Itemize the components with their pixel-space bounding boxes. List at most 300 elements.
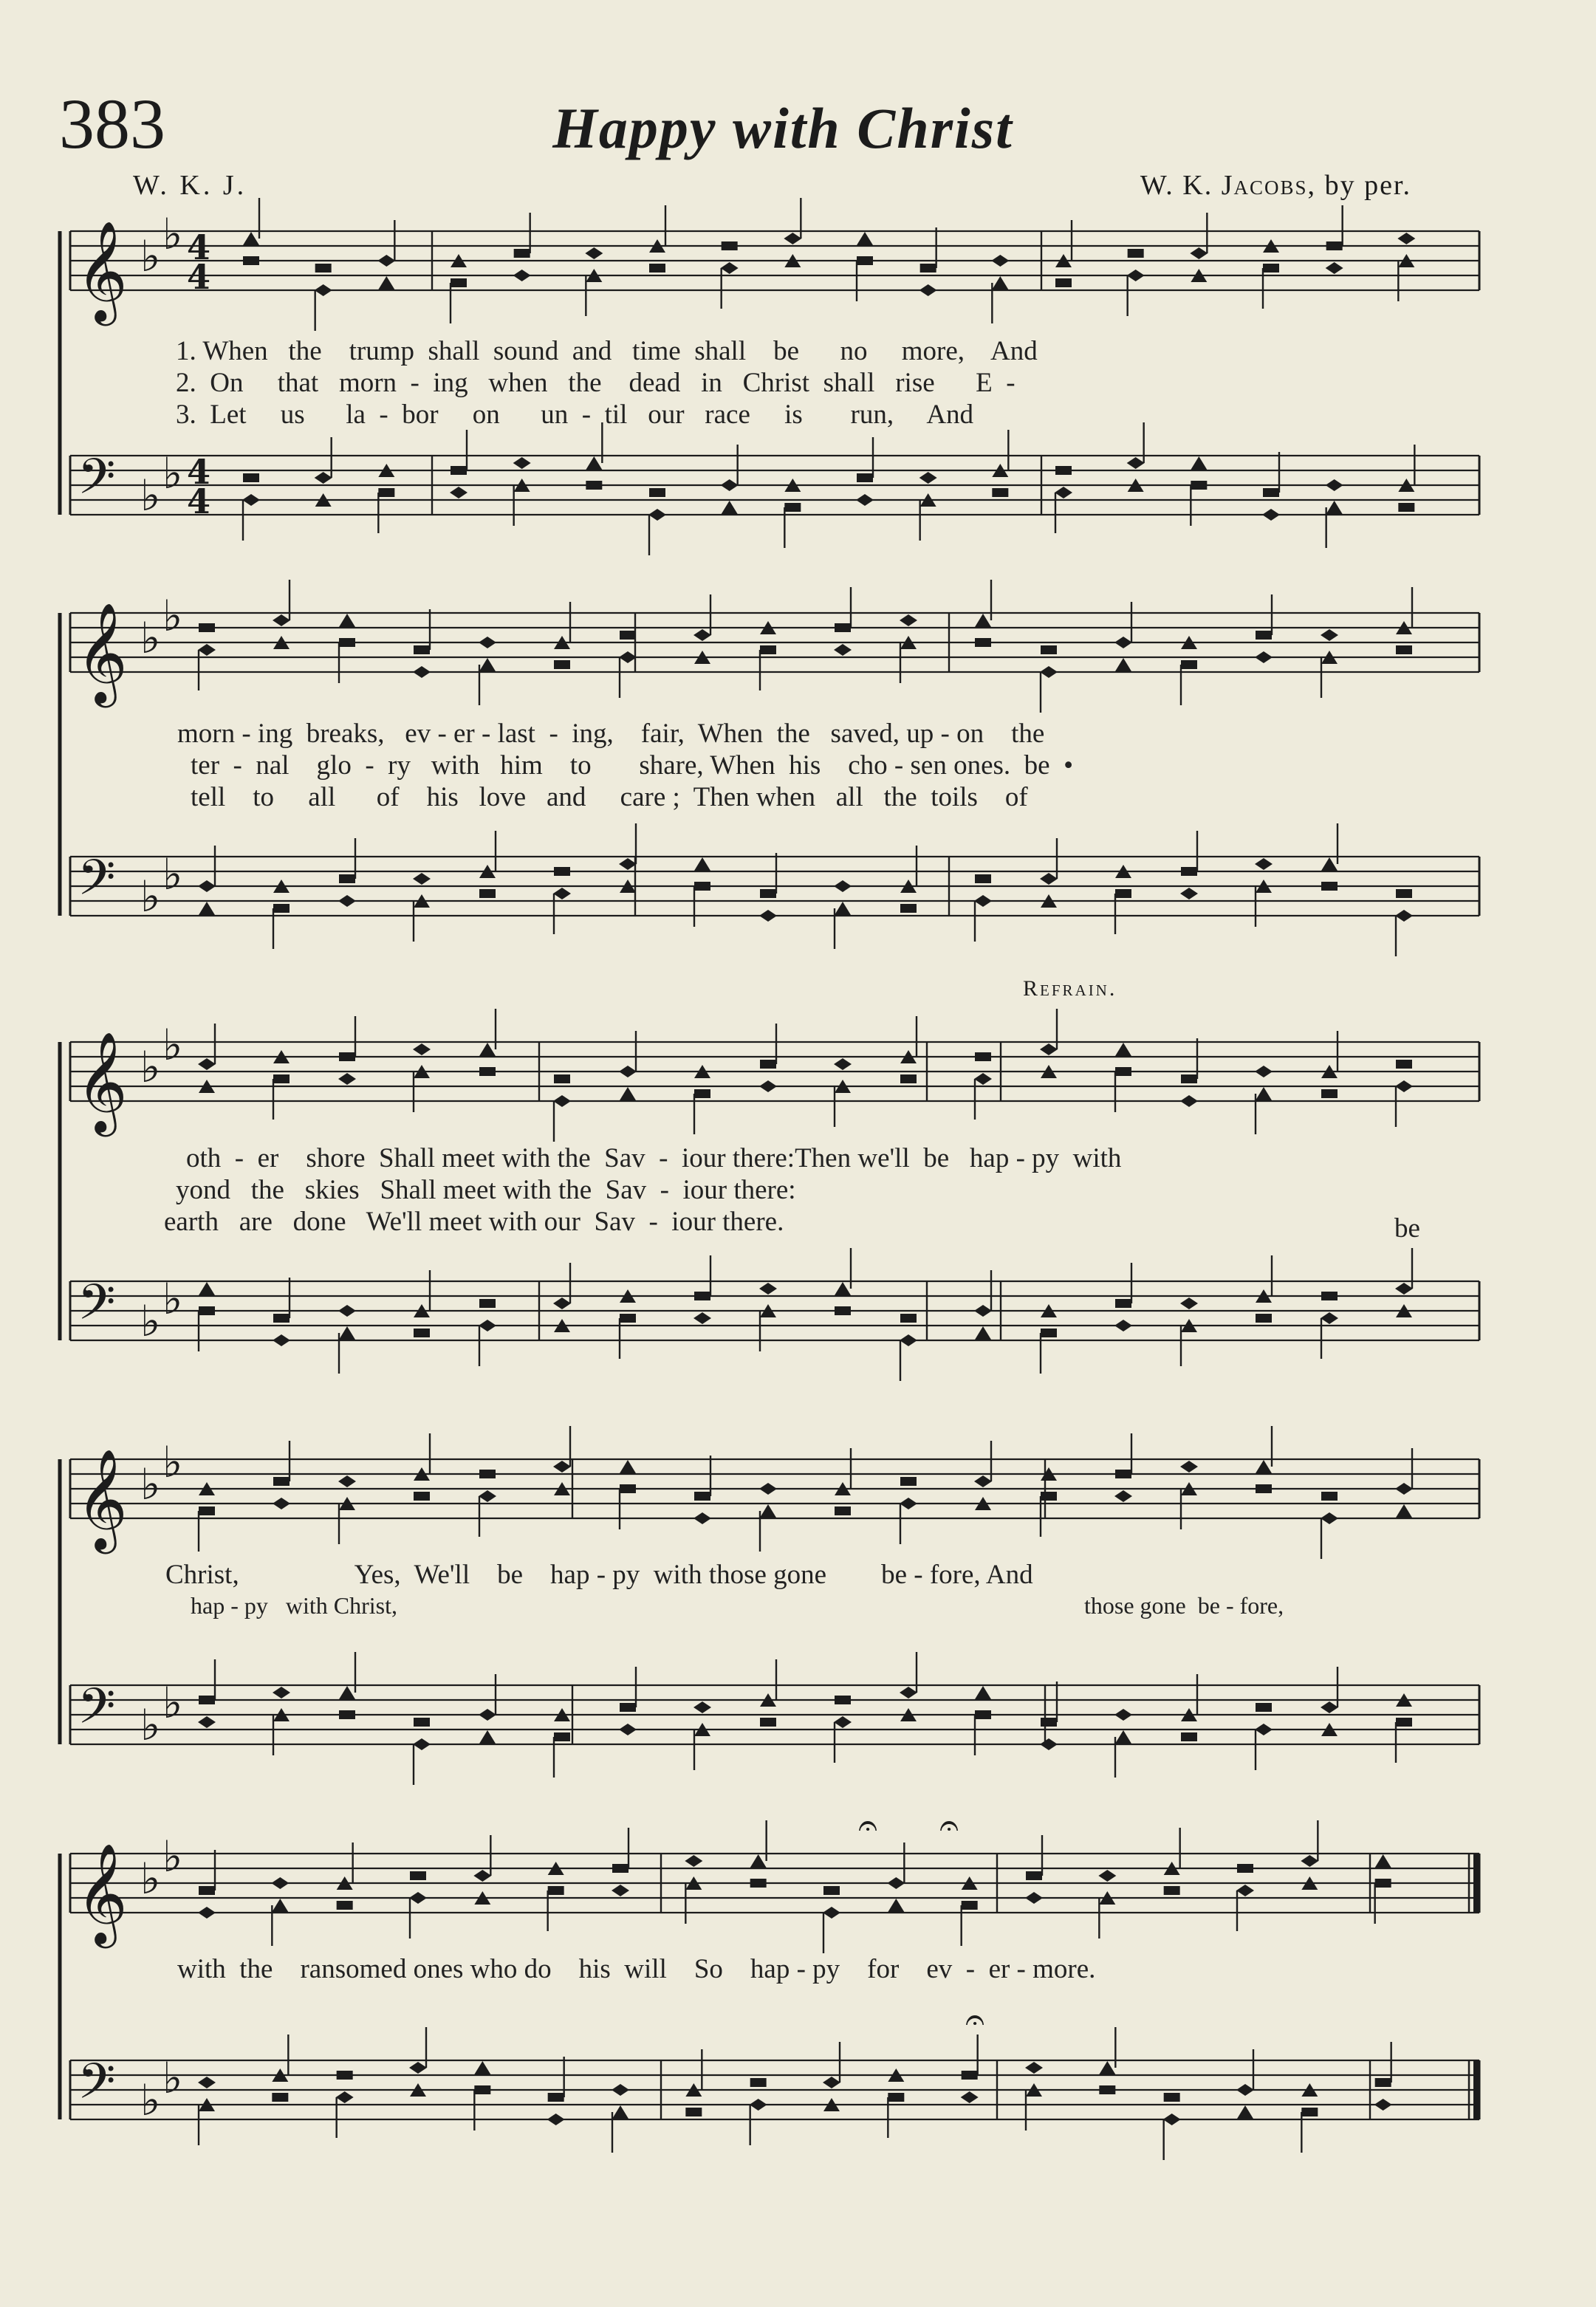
note-head — [338, 1475, 356, 1487]
note-head — [450, 487, 468, 498]
note-head — [1256, 1087, 1272, 1100]
flat-sign-icon: ♭ — [162, 1020, 183, 1070]
note-head — [410, 1871, 426, 1880]
note-head — [1114, 1709, 1132, 1721]
note-head — [1395, 1283, 1413, 1295]
note-head — [685, 2108, 702, 2116]
note-head — [1396, 1504, 1412, 1518]
note-head — [413, 873, 431, 885]
note-head — [1326, 241, 1343, 250]
note-head — [1040, 1043, 1058, 1055]
note-head — [474, 2085, 490, 2094]
note-head — [694, 1292, 710, 1300]
note-head — [553, 1095, 571, 1107]
note-head — [1190, 247, 1208, 259]
note-head — [919, 472, 937, 484]
note-head — [1321, 1512, 1338, 1524]
note-head — [1395, 910, 1413, 922]
treble-clef-icon: 𝄞 — [76, 601, 128, 703]
note-head — [243, 473, 259, 482]
note-head — [1321, 1292, 1338, 1300]
note-head — [1114, 1320, 1132, 1331]
note-head — [1256, 1484, 1272, 1493]
note-head — [479, 1470, 496, 1478]
note-head — [620, 631, 636, 640]
note-head — [620, 1087, 636, 1100]
note-head — [694, 882, 710, 891]
note-head — [1396, 645, 1412, 654]
note-head — [451, 466, 467, 475]
lyric-sys3-verse2: yond the skies Shall meet with the Sav - iour there: — [176, 1175, 796, 1205]
note-head — [1098, 1870, 1116, 1882]
note-head — [479, 889, 496, 898]
flat-sign-icon: ♭ — [140, 470, 161, 521]
note-head — [1040, 666, 1058, 678]
note-head — [339, 1326, 355, 1340]
note-head — [620, 1314, 636, 1323]
note-head — [1040, 873, 1058, 885]
note-head — [750, 2099, 767, 2111]
note-head — [974, 895, 992, 907]
flat-sign-icon: ♭ — [162, 1678, 183, 1728]
flat-sign-icon: ♭ — [140, 1854, 161, 1904]
note-head — [337, 2071, 353, 2080]
flat-sign-icon: ♭ — [162, 448, 183, 498]
note-head — [1041, 1329, 1057, 1337]
note-head — [900, 614, 917, 626]
note-head — [1326, 479, 1343, 491]
note-head — [900, 1334, 917, 1346]
note-head — [1236, 2084, 1254, 2096]
note-head — [273, 1074, 290, 1083]
note-head — [414, 1329, 430, 1337]
note-head — [857, 473, 873, 482]
note-head — [273, 1334, 290, 1346]
note-head — [339, 1710, 355, 1719]
note-head — [451, 278, 467, 287]
note-head — [1180, 1461, 1198, 1473]
note-head — [887, 1877, 905, 1889]
note-head — [694, 1492, 710, 1501]
flat-sign-icon: ♭ — [162, 849, 183, 899]
treble-clef-icon: 𝄞 — [76, 219, 128, 321]
note-head — [992, 488, 1008, 497]
note-head — [586, 481, 602, 490]
note-head — [991, 255, 1009, 267]
note-head — [1025, 1892, 1043, 1904]
note-head — [760, 889, 776, 898]
note-head — [760, 1060, 776, 1069]
note-head — [759, 1283, 777, 1295]
flat-sign-icon: ♭ — [162, 1437, 183, 1487]
note-head — [1262, 509, 1280, 521]
note-head — [198, 1058, 216, 1070]
note-head — [693, 1512, 711, 1524]
note-head — [554, 1074, 570, 1083]
hymn-title: Happy with Christ — [552, 96, 1013, 160]
note-head — [857, 232, 873, 245]
note-head — [975, 1686, 991, 1699]
note-head — [554, 867, 570, 876]
note-head — [900, 1498, 917, 1509]
note-head — [1263, 488, 1279, 497]
note-head — [198, 880, 216, 892]
note-head — [1127, 270, 1145, 281]
note-head — [198, 644, 216, 656]
note-head — [823, 1886, 840, 1895]
note-head — [1026, 1871, 1042, 1880]
flat-sign-icon: ♭ — [162, 1831, 183, 1882]
note-head — [273, 1477, 290, 1486]
note-head — [823, 2077, 840, 2088]
note-head — [612, 1885, 629, 1896]
note-head — [975, 874, 991, 883]
note-head — [900, 1074, 917, 1083]
note-head — [1164, 1886, 1180, 1895]
note-head — [1375, 2078, 1391, 2087]
flat-sign-icon: ♭ — [140, 1459, 161, 1509]
note-head — [1321, 857, 1338, 871]
note-head — [1041, 1718, 1057, 1727]
note-head — [1255, 1066, 1273, 1077]
note-head — [337, 1901, 353, 1910]
note-head — [721, 479, 739, 491]
note-head — [1237, 2105, 1253, 2119]
note-head — [975, 1326, 991, 1340]
flat-sign-icon: ♭ — [140, 2075, 161, 2125]
note-head — [834, 1058, 852, 1070]
note-head — [823, 1907, 840, 1919]
fermata-icon: 𝄐 — [939, 1805, 959, 1845]
note-head — [759, 910, 777, 922]
note-head — [273, 1498, 290, 1509]
note-head — [198, 1716, 216, 1728]
flat-sign-icon: ♭ — [140, 871, 161, 922]
note-head — [1041, 645, 1057, 654]
note-head — [975, 638, 991, 647]
note-head — [685, 1855, 702, 1867]
note-head — [273, 1687, 290, 1698]
note-head — [620, 1484, 636, 1493]
note-head — [1114, 637, 1132, 648]
note-head — [553, 1298, 571, 1309]
note-head — [1191, 456, 1207, 470]
flat-sign-icon: ♭ — [140, 613, 161, 663]
note-head — [835, 1282, 851, 1295]
note-head — [693, 1312, 711, 1324]
note-head — [513, 270, 531, 281]
note-head — [1115, 1730, 1131, 1744]
note-head — [473, 1870, 491, 1882]
note-head — [553, 888, 571, 899]
note-head — [413, 1043, 431, 1055]
note-head — [612, 2084, 629, 2096]
note-head — [474, 2061, 490, 2074]
note-head — [759, 1483, 777, 1495]
note-head — [414, 1718, 430, 1727]
lyric-sys3-verse1: oth - er shore Shall meet with the Sav - iour there:Then we'll be hap - py with — [186, 1143, 1122, 1173]
note-head — [315, 264, 332, 272]
note-head — [585, 247, 603, 259]
note-head — [271, 1877, 289, 1889]
note-head — [962, 1901, 978, 1910]
note-head — [1041, 1492, 1057, 1501]
lyric-sys3-verse3: earth are done We'll meet with our Sav - iour there. — [164, 1207, 784, 1237]
note-head — [612, 2105, 629, 2119]
note-head — [1301, 1855, 1318, 1867]
note-head — [612, 1864, 629, 1873]
note-head — [199, 1282, 215, 1295]
note-head — [619, 1066, 637, 1077]
note-head — [1263, 264, 1279, 272]
note-head — [750, 1854, 767, 1868]
note-head — [1396, 1718, 1412, 1727]
note-head — [1181, 867, 1197, 876]
note-head — [750, 2078, 767, 2087]
note-head — [1128, 249, 1144, 258]
note-head — [1127, 457, 1145, 469]
note-head — [835, 623, 851, 632]
note-head — [479, 1709, 496, 1721]
note-head — [315, 284, 332, 296]
note-head — [378, 488, 394, 497]
note-head — [620, 1703, 636, 1712]
note-head — [784, 503, 801, 512]
note-head — [1326, 262, 1343, 274]
flat-sign-icon: ♭ — [140, 1042, 161, 1092]
treble-clef-icon: 𝄞 — [76, 1447, 128, 1549]
composer-name: W. K. Jacobs, — [1140, 170, 1317, 201]
note-head — [834, 880, 852, 892]
note-head — [835, 902, 851, 915]
note-head — [409, 2062, 427, 2074]
note-head — [1115, 889, 1131, 898]
note-head — [1163, 2114, 1181, 2125]
note-head — [974, 1073, 992, 1085]
bass-clef-icon: 𝄢 — [78, 849, 116, 918]
note-head — [975, 614, 991, 627]
note-head — [835, 1696, 851, 1704]
note-head — [721, 262, 739, 274]
fermata-icon: 𝄐 — [858, 1805, 877, 1845]
note-head — [1181, 1732, 1197, 1741]
note-head — [479, 1490, 496, 1502]
bass-clef-icon: 𝄢 — [78, 1274, 116, 1343]
lyric-sys4-bass-left: hap - py with Christ, — [191, 1592, 397, 1619]
time-signature: 4 — [187, 481, 211, 521]
refrain-label: Refrain. — [1023, 976, 1117, 1001]
note-head — [1374, 2099, 1392, 2111]
note-head — [513, 457, 531, 469]
lyric-sys1-verse1: 1. When the trump shall sound and time shall be no more, And — [176, 336, 1038, 366]
note-head — [586, 456, 602, 470]
final-barline — [1473, 2060, 1479, 2119]
note-head — [1255, 858, 1273, 870]
lyric-sys2-verse1: morn - ing breaks, ev - er - last - ing, fair, When the saved, up - on the — [177, 719, 1045, 749]
note-head — [619, 858, 637, 870]
note-head — [1321, 882, 1338, 891]
note-head — [974, 1305, 992, 1317]
note-head — [273, 904, 290, 913]
flat-sign-icon: ♭ — [140, 1700, 161, 1750]
bass-clef-icon: 𝄢 — [78, 2053, 116, 2122]
note-head — [548, 1886, 564, 1895]
note-head — [1255, 1724, 1273, 1735]
note-head — [1180, 1298, 1198, 1309]
note-head — [1398, 503, 1414, 512]
note-head — [835, 1506, 851, 1515]
note-head — [1191, 481, 1207, 490]
note-head — [413, 666, 431, 678]
treble-clef-icon: 𝄞 — [76, 1030, 128, 1132]
lyric-sys1-verse3: 3. Let us la - bor on un - til our race is run, And — [176, 400, 974, 430]
note-head — [1099, 2085, 1115, 2094]
note-head — [199, 623, 215, 632]
note-head — [1256, 1703, 1272, 1712]
note-head — [1181, 1074, 1197, 1083]
note-head — [339, 874, 355, 883]
note-head — [1055, 278, 1072, 287]
note-head — [834, 1716, 852, 1728]
note-head — [693, 629, 711, 641]
note-head — [920, 264, 936, 272]
note-head — [553, 1461, 571, 1473]
note-head — [479, 637, 496, 648]
note-head — [1236, 1885, 1254, 1896]
fermata-icon: 𝄐 — [965, 1999, 984, 2039]
flat-sign-icon: ♭ — [162, 1274, 183, 1324]
note-head — [199, 1696, 215, 1704]
note-head — [784, 233, 801, 244]
note-head — [1375, 1854, 1391, 1868]
note-head — [338, 1073, 356, 1085]
time-signature: 4 — [187, 257, 211, 297]
note-head — [619, 1724, 637, 1735]
lyric-sys1-verse2: 2. On that morn - ing when the dead in Christ shall rise E - — [176, 368, 1016, 398]
note-head — [1255, 651, 1273, 663]
bass-clef-icon: 𝄢 — [78, 448, 116, 517]
note-head — [1114, 1490, 1132, 1502]
note-head — [479, 1320, 496, 1331]
final-barline — [1473, 1854, 1479, 1913]
words-credit: W. K. J. — [133, 170, 247, 201]
lyric-sys3-bass-word: be — [1394, 1213, 1420, 1244]
note-head — [1396, 889, 1412, 898]
time-signature: 4 — [187, 227, 211, 267]
note-head — [336, 2091, 354, 2103]
note-head — [648, 509, 666, 521]
note-head — [693, 1701, 711, 1713]
lyric-sys4-bass-right: those gone be - fore, — [1084, 1592, 1284, 1619]
note-head — [315, 472, 332, 484]
note-head — [1055, 487, 1072, 498]
note-head — [547, 2114, 565, 2125]
note-head — [919, 284, 937, 296]
note-head — [413, 1738, 431, 1750]
note-head — [694, 857, 710, 871]
note-head — [339, 1052, 355, 1061]
note-head — [1375, 1879, 1391, 1888]
note-head — [857, 256, 873, 265]
note-head — [514, 249, 530, 258]
flat-sign-icon: ♭ — [162, 2053, 183, 2103]
note-head — [554, 1732, 570, 1741]
note-head — [722, 501, 738, 514]
note-head — [1115, 1299, 1131, 1308]
note-head — [1181, 660, 1197, 669]
note-head — [198, 1907, 216, 1919]
flat-sign-icon: ♭ — [162, 591, 183, 641]
note-head — [1321, 1089, 1338, 1098]
composer-note: by per. — [1324, 170, 1411, 201]
note-head — [273, 1314, 290, 1323]
note-head — [750, 1879, 767, 1888]
flat-sign-icon: ♭ — [162, 209, 183, 259]
note-head — [273, 614, 290, 626]
note-head — [479, 1730, 496, 1744]
note-head — [377, 255, 395, 267]
note-head — [760, 645, 776, 654]
note-head — [378, 276, 394, 289]
note-head — [722, 241, 738, 250]
note-head — [199, 1886, 215, 1895]
note-head — [1395, 1483, 1413, 1495]
note-head — [1256, 1314, 1272, 1323]
hymn-number: 383 — [59, 84, 165, 163]
note-head — [1115, 1067, 1131, 1076]
note-head — [1321, 1492, 1338, 1501]
note-head — [900, 1687, 917, 1698]
note-head — [888, 2093, 904, 2102]
time-signature: 4 — [187, 452, 211, 492]
note-head — [1237, 1864, 1253, 1873]
flat-sign-icon: ♭ — [140, 231, 161, 281]
note-head — [338, 1305, 356, 1317]
note-head — [1301, 2108, 1318, 2116]
note-head — [272, 2093, 288, 2102]
note-head — [1025, 2062, 1043, 2074]
note-head — [975, 1710, 991, 1719]
note-head — [649, 488, 665, 497]
note-head — [479, 1043, 496, 1056]
note-head — [1115, 658, 1131, 671]
note-head — [759, 1080, 777, 1092]
note-head — [1055, 466, 1072, 475]
lyric-sys2-verse3: tell to all of his love and care ; Then when all the toils of — [191, 782, 1028, 812]
note-head — [835, 1306, 851, 1315]
note-head — [1256, 631, 1272, 640]
note-head — [339, 1686, 355, 1699]
lyric-sys2-verse2: ter - nal glo - ry with him to share, When his cho - sen ones. be • — [191, 750, 1074, 781]
note-head — [900, 904, 917, 913]
note-head — [548, 2093, 564, 2102]
note-head — [479, 658, 496, 671]
note-head — [1321, 629, 1338, 641]
note-head — [414, 645, 430, 654]
note-head — [760, 1718, 776, 1727]
note-head — [1321, 1701, 1338, 1713]
lyric-sys4-main: Christ, Yes, We'll be hap - py with those gone be - fore, And — [165, 1560, 1033, 1590]
note-head — [962, 2071, 978, 2080]
note-head — [554, 660, 570, 669]
note-head — [243, 232, 259, 245]
note-head — [1040, 1738, 1058, 1750]
note-head — [900, 1314, 917, 1323]
note-head — [409, 1892, 427, 1904]
note-head — [243, 256, 259, 265]
note-head — [1395, 1080, 1413, 1092]
note-head — [961, 2091, 979, 2103]
